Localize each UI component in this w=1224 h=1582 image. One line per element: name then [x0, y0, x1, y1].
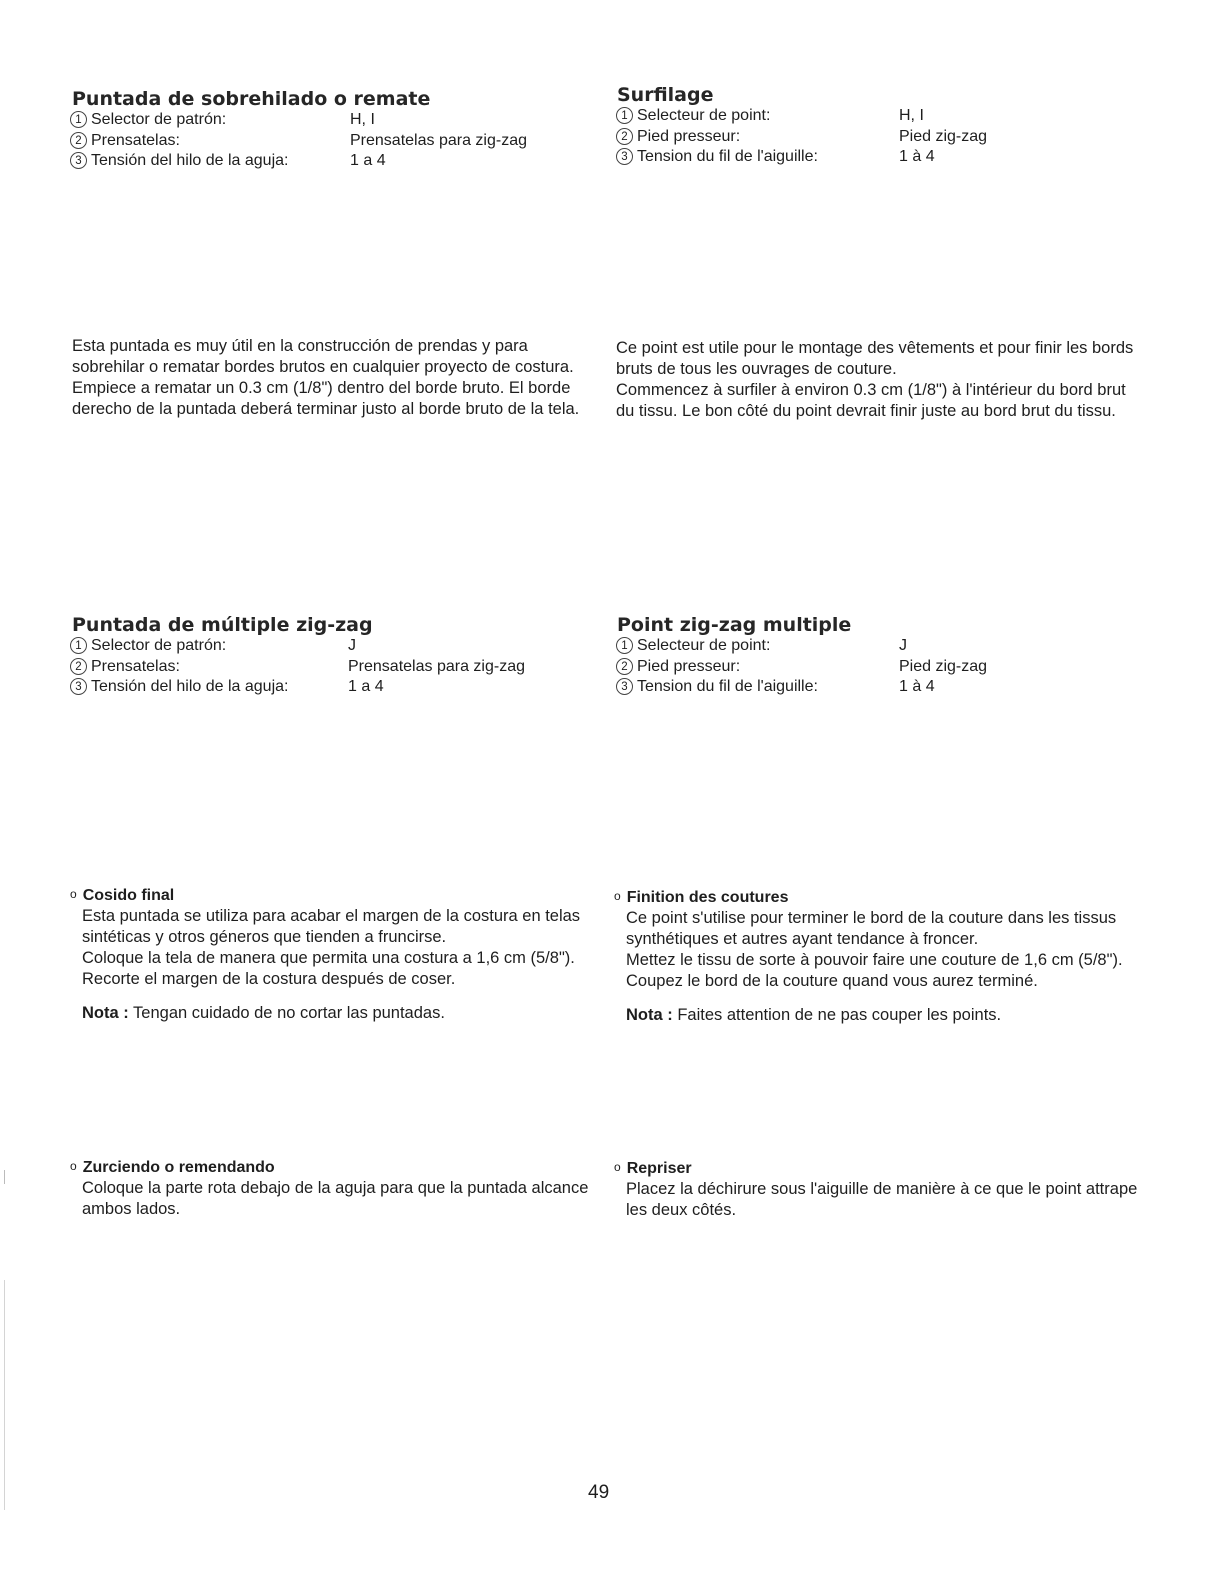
- fr-overlock-settings: [616, 106, 987, 168]
- fr-multizigzag-settings: [616, 636, 987, 698]
- paragraph: Esta puntada es muy útil en la construcción de prendas y para sobrehilar o rematar bordes brutos en cualquier proyecto de costura.: [72, 337, 574, 376]
- setting-label: Selecteur de point:: [637, 107, 771, 124]
- circled-number: 2: [70, 658, 87, 675]
- setting-row: [70, 151, 527, 172]
- es-multizigzag-title: Puntada de múltiple zig-zag: [72, 614, 373, 636]
- setting-row: [616, 127, 987, 148]
- scan-margin-line: [4, 1170, 5, 1184]
- setting-row: [616, 657, 987, 678]
- setting-label: Tensión del hilo de la aguja:: [91, 678, 289, 695]
- note-label: Nota :: [82, 1004, 129, 1022]
- bullet-icon: o: [70, 1159, 77, 1173]
- circled-number: 3: [616, 148, 633, 165]
- es-multizigzag-section: [72, 614, 592, 698]
- setting-value: J: [348, 637, 356, 654]
- circled-number: 1: [70, 637, 87, 654]
- setting-value: 1 à 4: [899, 678, 935, 695]
- setting-value: H, I: [350, 111, 375, 128]
- page-number: 49: [588, 1482, 610, 1503]
- bullet-icon: o: [70, 887, 77, 901]
- setting-value: Pied zig-zag: [899, 127, 988, 145]
- setting-value: Prensatelas para zig-zag: [348, 657, 525, 675]
- fr-finish-body: [614, 908, 1144, 1026]
- note-label: Nota :: [626, 1006, 673, 1024]
- circled-number: 1: [616, 637, 633, 654]
- es-darn-title: o Zurciendo o remendando: [70, 1159, 275, 1176]
- fr-overlock-description: [616, 338, 1146, 422]
- paragraph: Ce point s'utilise pour terminer le bord de la couture dans les tissus synthétiques et autres ayant tendance à froncer.: [626, 909, 1117, 948]
- circled-number: 3: [70, 152, 87, 169]
- setting-label: Selector de patrón:: [91, 111, 227, 128]
- circled-number: 3: [616, 678, 633, 695]
- setting-label: Selecteur de point:: [637, 637, 771, 654]
- fr-overlock-section: [617, 84, 1137, 168]
- fr-finish-title: o Finition des coutures: [614, 889, 789, 906]
- paragraph: Empiece a rematar un 0.3 cm (1/8") dentro del borde bruto. El borde derecho de la puntada deberá terminar justo al borde bruto de la tela.: [72, 379, 580, 418]
- setting-label: Prensatelas:: [91, 131, 180, 149]
- setting-value: Prensatelas para zig-zag: [350, 131, 527, 149]
- setting-label: Tension du fil de l'aiguille:: [637, 678, 818, 695]
- setting-label: Pied presseur:: [637, 127, 741, 145]
- setting-value: 1 a 4: [348, 678, 384, 695]
- fr-darn-title: o Repriser: [614, 1160, 692, 1177]
- fr-darn-block: [614, 1157, 1144, 1221]
- paragraph: Recorte el margen de la costura después de coser.: [82, 970, 456, 988]
- setting-label: Tension du fil de l'aiguille:: [637, 148, 818, 165]
- es-finish-body: [70, 906, 595, 1024]
- setting-row: [616, 106, 987, 127]
- es-overlock-description: [72, 336, 594, 420]
- paragraph: Ce point est utile pour le montage des vêtements et pour finir les bords bruts de tous les ouvrages de couture.: [616, 339, 1134, 378]
- note-text: Faites attention de ne pas couper les points.: [672, 1006, 1002, 1024]
- es-darn-block: [70, 1156, 595, 1220]
- paragraph: Esta puntada se utiliza para acabar el margen de la costura en telas sintéticas y otros géneros que tienden a fruncirse.: [82, 907, 581, 946]
- setting-label: Tensión del hilo de la aguja:: [91, 152, 289, 169]
- paragraph: Coloque la parte rota debajo de la aguja para que la puntada alcance ambos lados.: [82, 1179, 589, 1218]
- paragraph: Commencez à surfiler à environ 0.3 cm (1/8") à l'intérieur du bord brut du tissu. Le bon côté du point devrait finir juste au bord brut du tissu.: [616, 381, 1126, 420]
- setting-value: 1 a 4: [350, 152, 386, 169]
- circled-number: 1: [70, 111, 87, 128]
- scan-margin-line: [4, 1280, 5, 1510]
- circled-number: 3: [70, 678, 87, 695]
- paragraph: Coupez le bord de la couture quand vous aurez terminé.: [626, 972, 1038, 990]
- fr-multizigzag-title: Point zig-zag multiple: [617, 614, 852, 636]
- fr-overlock-title: Surfilage: [617, 84, 714, 106]
- es-finish-block: [70, 884, 595, 1024]
- setting-row: [616, 677, 987, 698]
- paragraph: Placez la déchirure sous l'aiguille de manière à ce que le point attrape les deux côtés.: [626, 1180, 1138, 1219]
- setting-row: [616, 147, 987, 168]
- setting-value: Pied zig-zag: [899, 657, 988, 675]
- es-overlock-settings: [70, 110, 527, 172]
- fr-note: [626, 1005, 1144, 1026]
- setting-value: 1 à 4: [899, 148, 935, 165]
- paragraph: Coloque la tela de manera que permita una costura a 1,6 cm (5/8").: [82, 949, 575, 967]
- fr-finish-block: [614, 886, 1144, 1026]
- setting-value: H, I: [899, 107, 924, 124]
- circled-number: 2: [616, 128, 633, 145]
- circled-number: 2: [616, 658, 633, 675]
- note-text: Tengan cuidado de no cortar las puntadas.: [128, 1004, 445, 1022]
- setting-row: [70, 677, 525, 698]
- setting-row: [70, 636, 525, 657]
- es-note: [82, 1003, 595, 1024]
- es-overlock-section: [72, 88, 592, 172]
- es-multizigzag-settings: [70, 636, 525, 698]
- setting-row: [70, 131, 527, 152]
- es-overlock-title: Puntada de sobrehilado o remate: [72, 88, 431, 110]
- bullet-icon: o: [614, 1160, 621, 1174]
- setting-label: Prensatelas:: [91, 657, 180, 675]
- setting-row: [70, 657, 525, 678]
- es-finish-title: o Cosido final: [70, 887, 175, 904]
- circled-number: 2: [70, 132, 87, 149]
- bullet-icon: o: [614, 889, 621, 903]
- circled-number: 1: [616, 107, 633, 124]
- setting-label: Pied presseur:: [637, 657, 741, 675]
- setting-value: J: [899, 637, 907, 654]
- paragraph: Mettez le tissu de sorte à pouvoir faire une couture de 1,6 cm (5/8").: [626, 951, 1123, 969]
- setting-row: [70, 110, 527, 131]
- setting-label: Selector de patrón:: [91, 637, 227, 654]
- setting-row: [616, 636, 987, 657]
- fr-multizigzag-section: [617, 614, 1137, 698]
